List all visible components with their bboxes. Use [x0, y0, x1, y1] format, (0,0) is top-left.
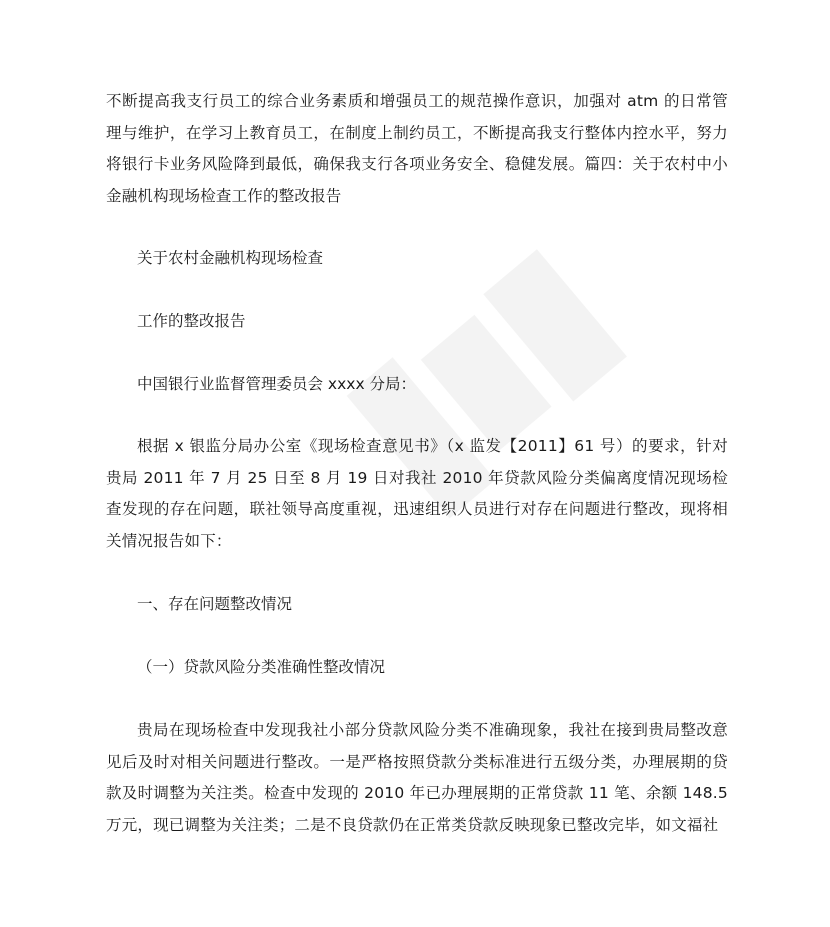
paragraph-background: 根据 x 银监分局办公室《现场检查意见书》（x 监发【2011】61 号）的要求，针对贵局 2011 年 7 月 25 日至 8 月 19 日对我社 2010 年贷款风险分类偏离度情况现场检查发现的存在问题，联社领导高度重视，迅速组织人员进行对存在问题进行整改，现将相关情况报告如下： [106, 437, 728, 550]
paragraph-rectification: 贵局在现场检查中发现我社小部分贷款风险分类不准确现象，我社在接到贵局整改意见后及时对相关问题进行整改。一是严格按照贷款分类标准进行五级分类，办理展期的贷款及时调整为关注类。检查中发现的 2010 年已办理展期的正常贷款 11 笔、余额 148.5 万元，现已调整为关注类；二是不良贷款仍在正常类贷款反映现象已整改完毕，如文福社 [106, 721, 728, 834]
salutation: 中国银行业监督管理委员会 xxxx 分局： [137, 375, 417, 393]
report-title-line-1: 关于农村金融机构现场检查 [137, 249, 324, 267]
paragraph-intro: 不断提高我支行员工的综合业务素质和增强员工的规范操作意识，加强对 atm 的日常管理与维护，在学习上教育员工，在制度上制约员工，不断提高我支行整体内控水平，努力将银行卡业务风险降到最低，确保我支行各项业务安全、稳健发展。篇四：关于农村中小金融机构现场检查工作的整改报告 [106, 92, 728, 205]
subsection-heading-1: （一）贷款风险分类准确性整改情况 [137, 658, 386, 676]
section-heading-1: 一、存在问题整改情况 [137, 595, 293, 613]
report-title-line-2: 工作的整改报告 [137, 312, 246, 330]
